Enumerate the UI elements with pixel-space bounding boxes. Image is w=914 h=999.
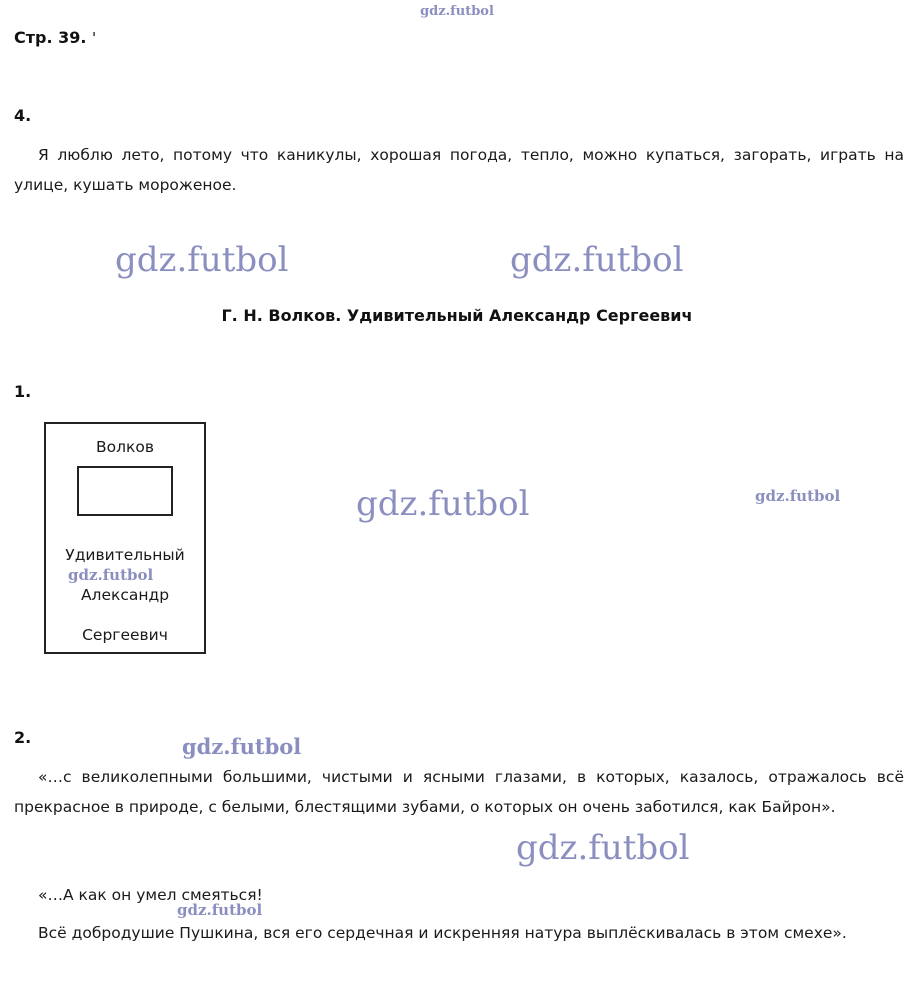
section-heading: Г. Н. Волков. Удивительный Александр Сергеевич	[221, 306, 693, 325]
watermark-mid-right: gdz.futbol	[510, 240, 684, 280]
question-number-1: 1.	[14, 382, 32, 401]
watermark-q2-lower: gdz.futbol	[177, 901, 263, 919]
page-reference-text: Стр. 39.	[14, 28, 87, 47]
watermark-q2-large: gdz.futbol	[516, 828, 690, 868]
question-number-2: 2.	[14, 728, 32, 747]
watermark-right: gdz.futbol	[755, 487, 841, 505]
diagram-empty-box	[77, 466, 173, 516]
page-reference	[14, 28, 96, 47]
diagram-line-3: Сергеевич	[82, 626, 168, 644]
diagram-line-2: Александр	[80, 586, 170, 604]
cluster-diagram	[44, 422, 206, 654]
answer-paragraph-4: Я люблю лето, потому что каникулы, хорошая погода, тепло, можно купаться, загорать, играть на улице, кушать мороженое.	[14, 146, 904, 194]
watermark-top-center: gdz.futbol	[420, 4, 494, 19]
answer-paragraph-2c: Всё добродушие Пушкина, вся его сердечная и искренняя натура выплёскивалась в этом смехе».	[38, 924, 847, 942]
watermark-mid-left: gdz.futbol	[115, 240, 289, 280]
diagram-line-1: Удивительный	[65, 546, 185, 564]
watermark-q2-upper: gdz.futbol	[182, 734, 302, 759]
question-number-4: 4.	[14, 106, 32, 125]
watermark-center: gdz.futbol	[356, 484, 530, 524]
answer-paragraph-2a: «…с великолепными большими, чистыми и ясными глазами, в которых, казалось, отражалось всё прекрасное в природе, с белыми, блестящими зубами, о которых он очень заботился, как Байрон».	[14, 768, 904, 816]
diagram-title: Волков	[95, 438, 154, 456]
watermark-diagram: gdz.futbol	[68, 566, 154, 584]
page-reference-mark: '	[92, 29, 97, 47]
answer-paragraph-2b: «…А как он умел смеяться!	[38, 886, 263, 904]
